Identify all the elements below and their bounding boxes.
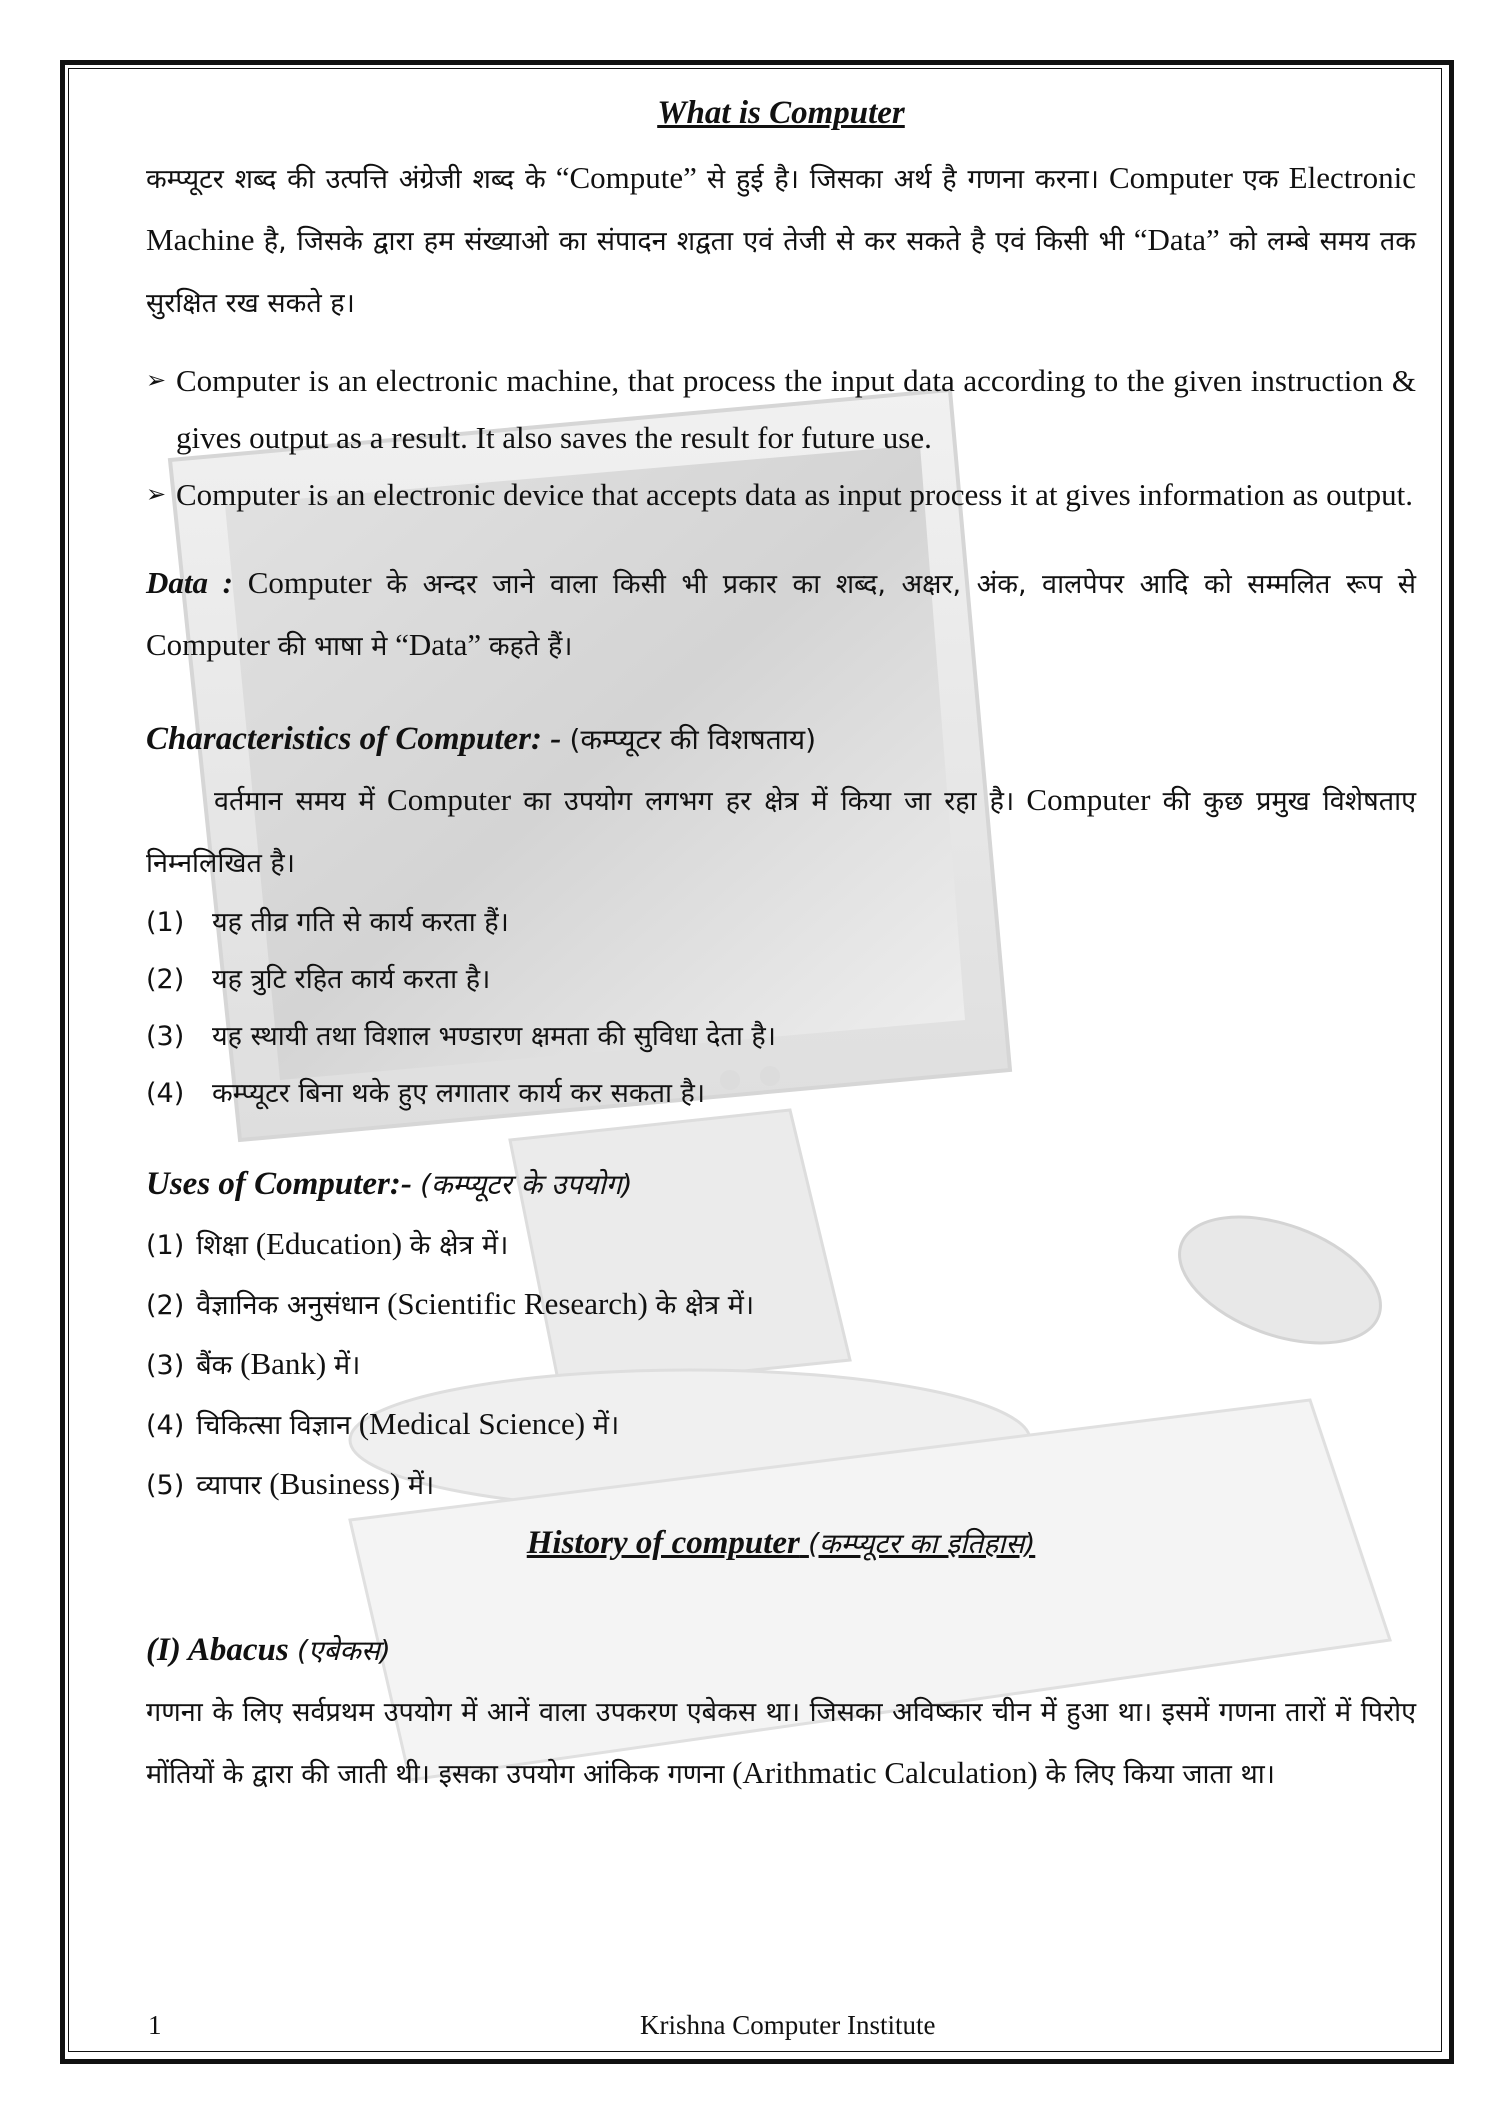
bullet-item: ➢ Computer is an electronic device that accepts data as input process it at gives information as output. <box>146 466 1416 523</box>
definition-bullets <box>146 352 1416 523</box>
list-item: (1) यह तीव्र गति से कार्य करता हैं। <box>146 907 509 938</box>
list-item: (1) शिक्षा (Education) के क्षेत्र में। <box>146 1226 509 1261</box>
list-item: (4) चिकित्सा विज्ञान (Medical Science) में। <box>146 1406 620 1441</box>
institute-name: Krishna Computer Institute <box>640 2010 936 2040</box>
document-content <box>146 88 1416 1805</box>
uses-heading: Uses of Computer:- (कम्प्यूटर के उपयोग) <box>146 1166 633 1202</box>
characteristics-heading: Characteristics of Computer: - (कम्प्यूटर की विशषताय) <box>146 721 817 757</box>
intro-paragraph <box>146 148 1416 334</box>
characteristics-list <box>146 894 1416 1122</box>
page-number: 1 <box>148 2010 162 2040</box>
intro-text-hi-4: है, जिसके द्वारा हम संख्याओ का संपादन शद्वता एवं तेजी से कर सकते है एवं किसी भी <box>263 226 1125 257</box>
uses-list <box>146 1215 1416 1515</box>
intro-text-en-3: Electronic Machine <box>146 160 1417 257</box>
page-title: What is Computer <box>657 95 905 131</box>
intro-text-en-4: “Data” <box>1133 222 1220 257</box>
list-item: (5) व्यापार (Business) में। <box>146 1466 435 1501</box>
intro-text-hi-5: को लम्बे समय तक सुरक्षित रख सकते ह। <box>146 226 1417 319</box>
list-item: (2) वैज्ञानिक अनुसंधान (Scientific Research) के क्षेत्र में। <box>146 1286 755 1321</box>
data-definition: Data : Computer के अन्दर जाने वाला किसी भी प्रकार का शब्द, अक्षर, अंक, वालपेपर आदि को सम्मलित रूप से Computer की भाषा मे “Data” कहते हैं। <box>146 565 1417 662</box>
list-item: (4) कम्प्यूटर बिना थके हुए लगातार कार्य कर सकता है। <box>146 1078 706 1109</box>
list-item: (2) यह त्रुटि रहित कार्य करता है। <box>146 964 491 995</box>
list-item: (3) बैंक (Bank) में। <box>146 1346 361 1381</box>
intro-text-en-1: “Compute” <box>555 160 697 195</box>
intro-text-hi-1: कम्प्यूटर शब्द की उत्पत्ति अंग्रेजी शब्द के <box>146 164 546 195</box>
intro-text-hi-3: एक <box>1242 164 1279 195</box>
intro-text-hi-2: से हुई है। जिसका अर्थ है गणना करना। <box>706 164 1099 195</box>
list-item: (3) यह स्थायी तथा विशाल भण्डारण क्षमता की सुविधा देता है। <box>146 1021 776 1052</box>
bullet-item: ➢ Computer is an electronic machine, that process the input data according to the given instruction & gives output as a result. It also saves the result for future use. <box>146 352 1416 466</box>
abacus-paragraph: गणना के लिए सर्वप्रथम उपयोग में आनें वाला उपकरण एबेकस था। जिसका अविष्कार चीन में हुआ था। इसमें गणना तारों में पिरोए मोंतियों के द्वारा की जाती थी। इसका उपयोग आंकिक गणना (Arithmatic Calculation) के लिए किया जाता था। <box>146 1697 1416 1790</box>
history-heading: History of computer (कम्प्यूटर का इतिहास) <box>526 1525 1036 1561</box>
arrow-bullet-icon: ➢ <box>146 480 167 508</box>
abacus-heading: (I) Abacus (एबेकस) <box>146 1632 391 1668</box>
arrow-bullet-icon: ➢ <box>146 366 167 394</box>
data-label: Data : <box>146 565 234 600</box>
characteristics-intro: वर्तमान समय में Computer का उपयोग लगभग हर क्षेत्र में किया जा रहा है। Computer की कुछ प्रमुख विशेषताए निम्नलिखित है। <box>146 782 1417 879</box>
intro-text-en-2: Computer <box>1108 160 1233 195</box>
